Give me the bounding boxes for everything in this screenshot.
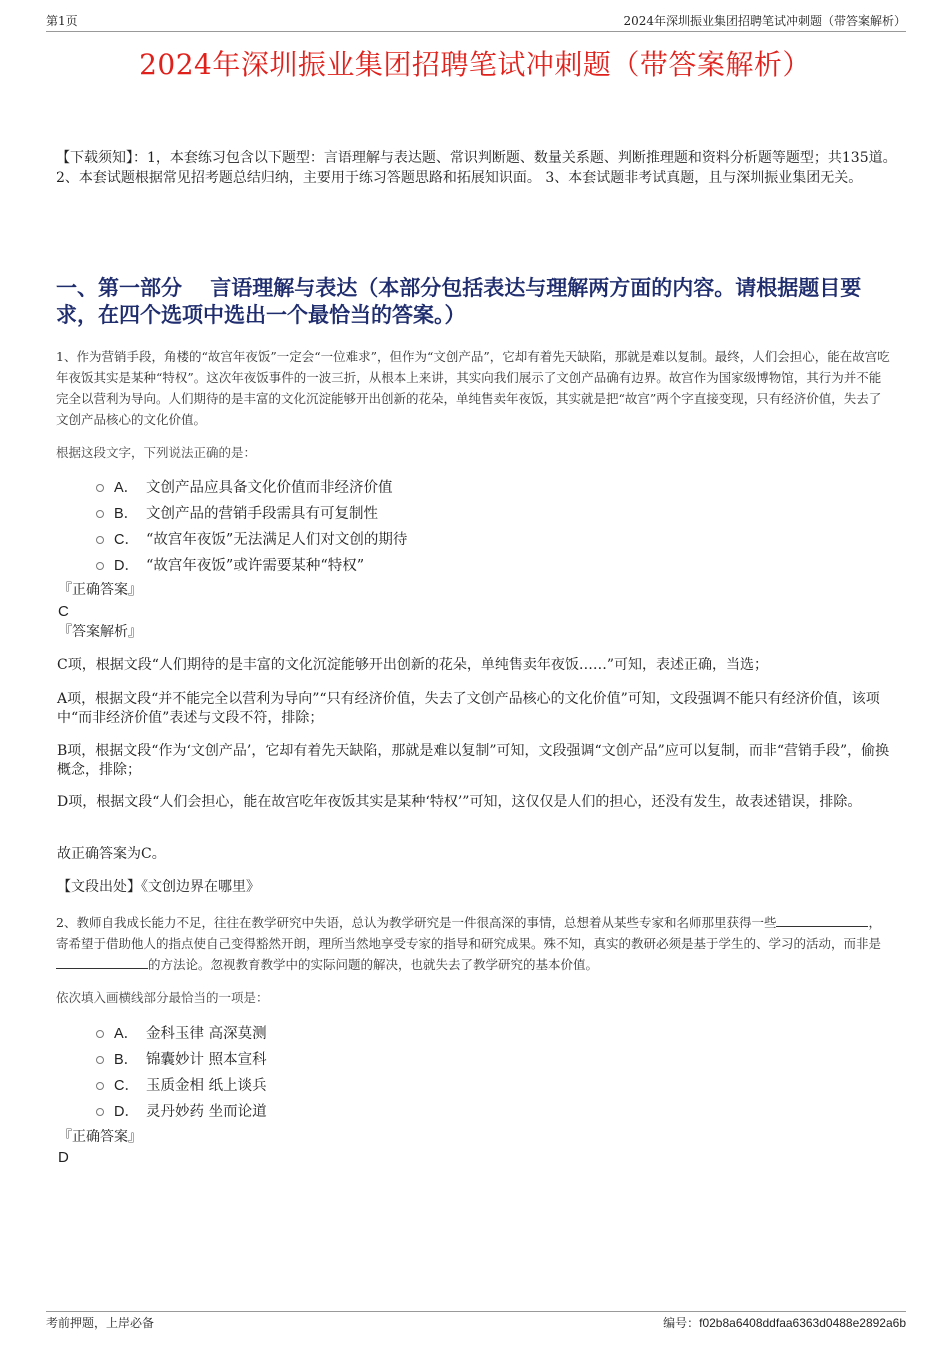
analysis-paragraph: D项，根据文段“人们会担心，能在故宫吃年夜饭其实是某种‘特权’”可知，这仅仅是人们的担心，还没有发生，故表述错误，排除。 bbox=[57, 794, 862, 810]
question-2-text: 2、教师自我成长能力不足，往往在教学研究中失语，总认为教学研究是一件很高深的事情，总想着从某些专家和名师那里获得一些 ，寄希望于借助他人的指点使自己变得豁然开朗，理所当然地享受专家的指导和研究成果。殊不知，真实的教研必须是基于学生的、学习的活动，而非是的方法论。忽视教育教学中的实际问题的解决，也就失去了教学研究的基本价值。 bbox=[56, 915, 882, 972]
correct-answer-label: 『正确答案』 bbox=[58, 1129, 142, 1145]
source-citation: 【文段出处】《文创边界在哪里》 bbox=[57, 879, 260, 895]
radio-icon[interactable] bbox=[96, 1030, 104, 1038]
analysis-paragraph: B项，根据文段“作为‘文创产品’，它却有着先天缺陷，那就是难以复制”可知，文段强调“文创产品”应可以复制，而非“营销手段”，偷换概念，排除； bbox=[57, 743, 890, 778]
question-1-text: 1、作为营销手段，角楼的“故宫年夜饭”一定会“一位难求”，但作为“文创产品”，它却有着先天缺陷，那就是难以复制。最终，人们会担心，能在故宫吃年夜饭其实是某种“特权”。这次年夜饭事件的一波三折，从根本上来讲，其实向我们展示了文创产品确有边界。故宫作为国家级博物馆，其行为并不能完全以营利为导向。人们期待的是丰富的文化沉淀能够开出创新的花朵，单纯售卖年夜饭，其实就是把“故宫”两个字直接变现，只有经济价值，失去了文创产品核心的文化价值。 bbox=[56, 349, 890, 427]
analysis-conclusion: 故正确答案为C。 bbox=[57, 846, 166, 862]
page-footer bbox=[46, 1311, 906, 1331]
header-doc-title: 2024年深圳振业集团招聘笔试冲刺题（带答案解析） bbox=[623, 14, 906, 28]
question-2-options bbox=[96, 1019, 267, 1123]
page-header bbox=[46, 13, 906, 32]
option-c[interactable]: C． “故宫年夜饭”无法满足人们对文创的期待 bbox=[96, 525, 407, 551]
radio-icon[interactable] bbox=[96, 1082, 104, 1090]
document-title: 2024年深圳振业集团招聘笔试冲刺题（带答案解析） bbox=[139, 48, 811, 81]
option-d[interactable]: D． “故宫年夜饭”或许需要某种“特权” bbox=[96, 551, 407, 577]
correct-answer-label: 『正确答案』 bbox=[58, 582, 142, 598]
question-1-options bbox=[96, 473, 407, 577]
analysis-label: 『答案解析』 bbox=[58, 624, 142, 640]
page-number: 第1页 bbox=[46, 14, 78, 28]
option-a[interactable]: A． 金科玉律 高深莫测 bbox=[96, 1019, 267, 1045]
question-1-prompt: 根据这段文字，下列说法正确的是： bbox=[56, 445, 257, 460]
fill-blank bbox=[56, 956, 148, 969]
correct-answer: C bbox=[58, 603, 69, 620]
fill-blank bbox=[776, 914, 868, 927]
option-d[interactable]: D． 灵丹妙药 坐而论道 bbox=[96, 1097, 267, 1123]
document-code: 编号：f02b8a6408ddfaa6363d0488e2892a6b bbox=[663, 1316, 906, 1330]
option-a[interactable]: A． 文创产品应具备文化价值而非经济价值 bbox=[96, 473, 407, 499]
radio-icon[interactable] bbox=[96, 536, 104, 544]
radio-icon[interactable] bbox=[96, 562, 104, 570]
footer-slogan: 考前押题，上岸必备 bbox=[46, 1316, 155, 1330]
option-b[interactable]: B． 文创产品的营销手段需具有可复制性 bbox=[96, 499, 407, 525]
section-title: 一、第一部分 言语理解与表达（本部分包括表达与理解两方面的内容。请根据题目要求，在四个选项中选出一个最恰当的答案。） bbox=[56, 275, 862, 327]
radio-icon[interactable] bbox=[96, 1108, 104, 1116]
option-b[interactable]: B． 锦囊妙计 照本宣科 bbox=[96, 1045, 267, 1071]
option-c[interactable]: C． 玉质金相 纸上谈兵 bbox=[96, 1071, 267, 1097]
correct-answer: D bbox=[58, 1149, 69, 1166]
download-notice: 【下载须知】：1，本套练习包含以下题型：言语理解与表达题、常识判断题、数量关系题、判断推理题和资料分析题等题型；共135道。 2、本套试题根据常见招考题总结归纳，主要用于练习答题思路和拓展知识面。 3、本套试题非考试真题，且与深圳振业集团无关。 bbox=[56, 150, 897, 186]
analysis-paragraph: A项，根据文段“并不能完全以营利为导向”“只有经济价值，失去了文创产品核心的文化价值”可知，文段强调不能只有经济价值，该项中“而非经济价值”表述与文段不符，排除； bbox=[57, 691, 880, 726]
analysis-paragraph: C项，根据文段“人们期待的是丰富的文化沉淀能够开出创新的花朵，单纯售卖年夜饭……”可知，表述正确，当选； bbox=[57, 657, 769, 673]
radio-icon[interactable] bbox=[96, 1056, 104, 1064]
radio-icon[interactable] bbox=[96, 510, 104, 518]
radio-icon[interactable] bbox=[96, 484, 104, 492]
question-2-prompt: 依次填入画横线部分最恰当的一项是： bbox=[56, 990, 269, 1005]
